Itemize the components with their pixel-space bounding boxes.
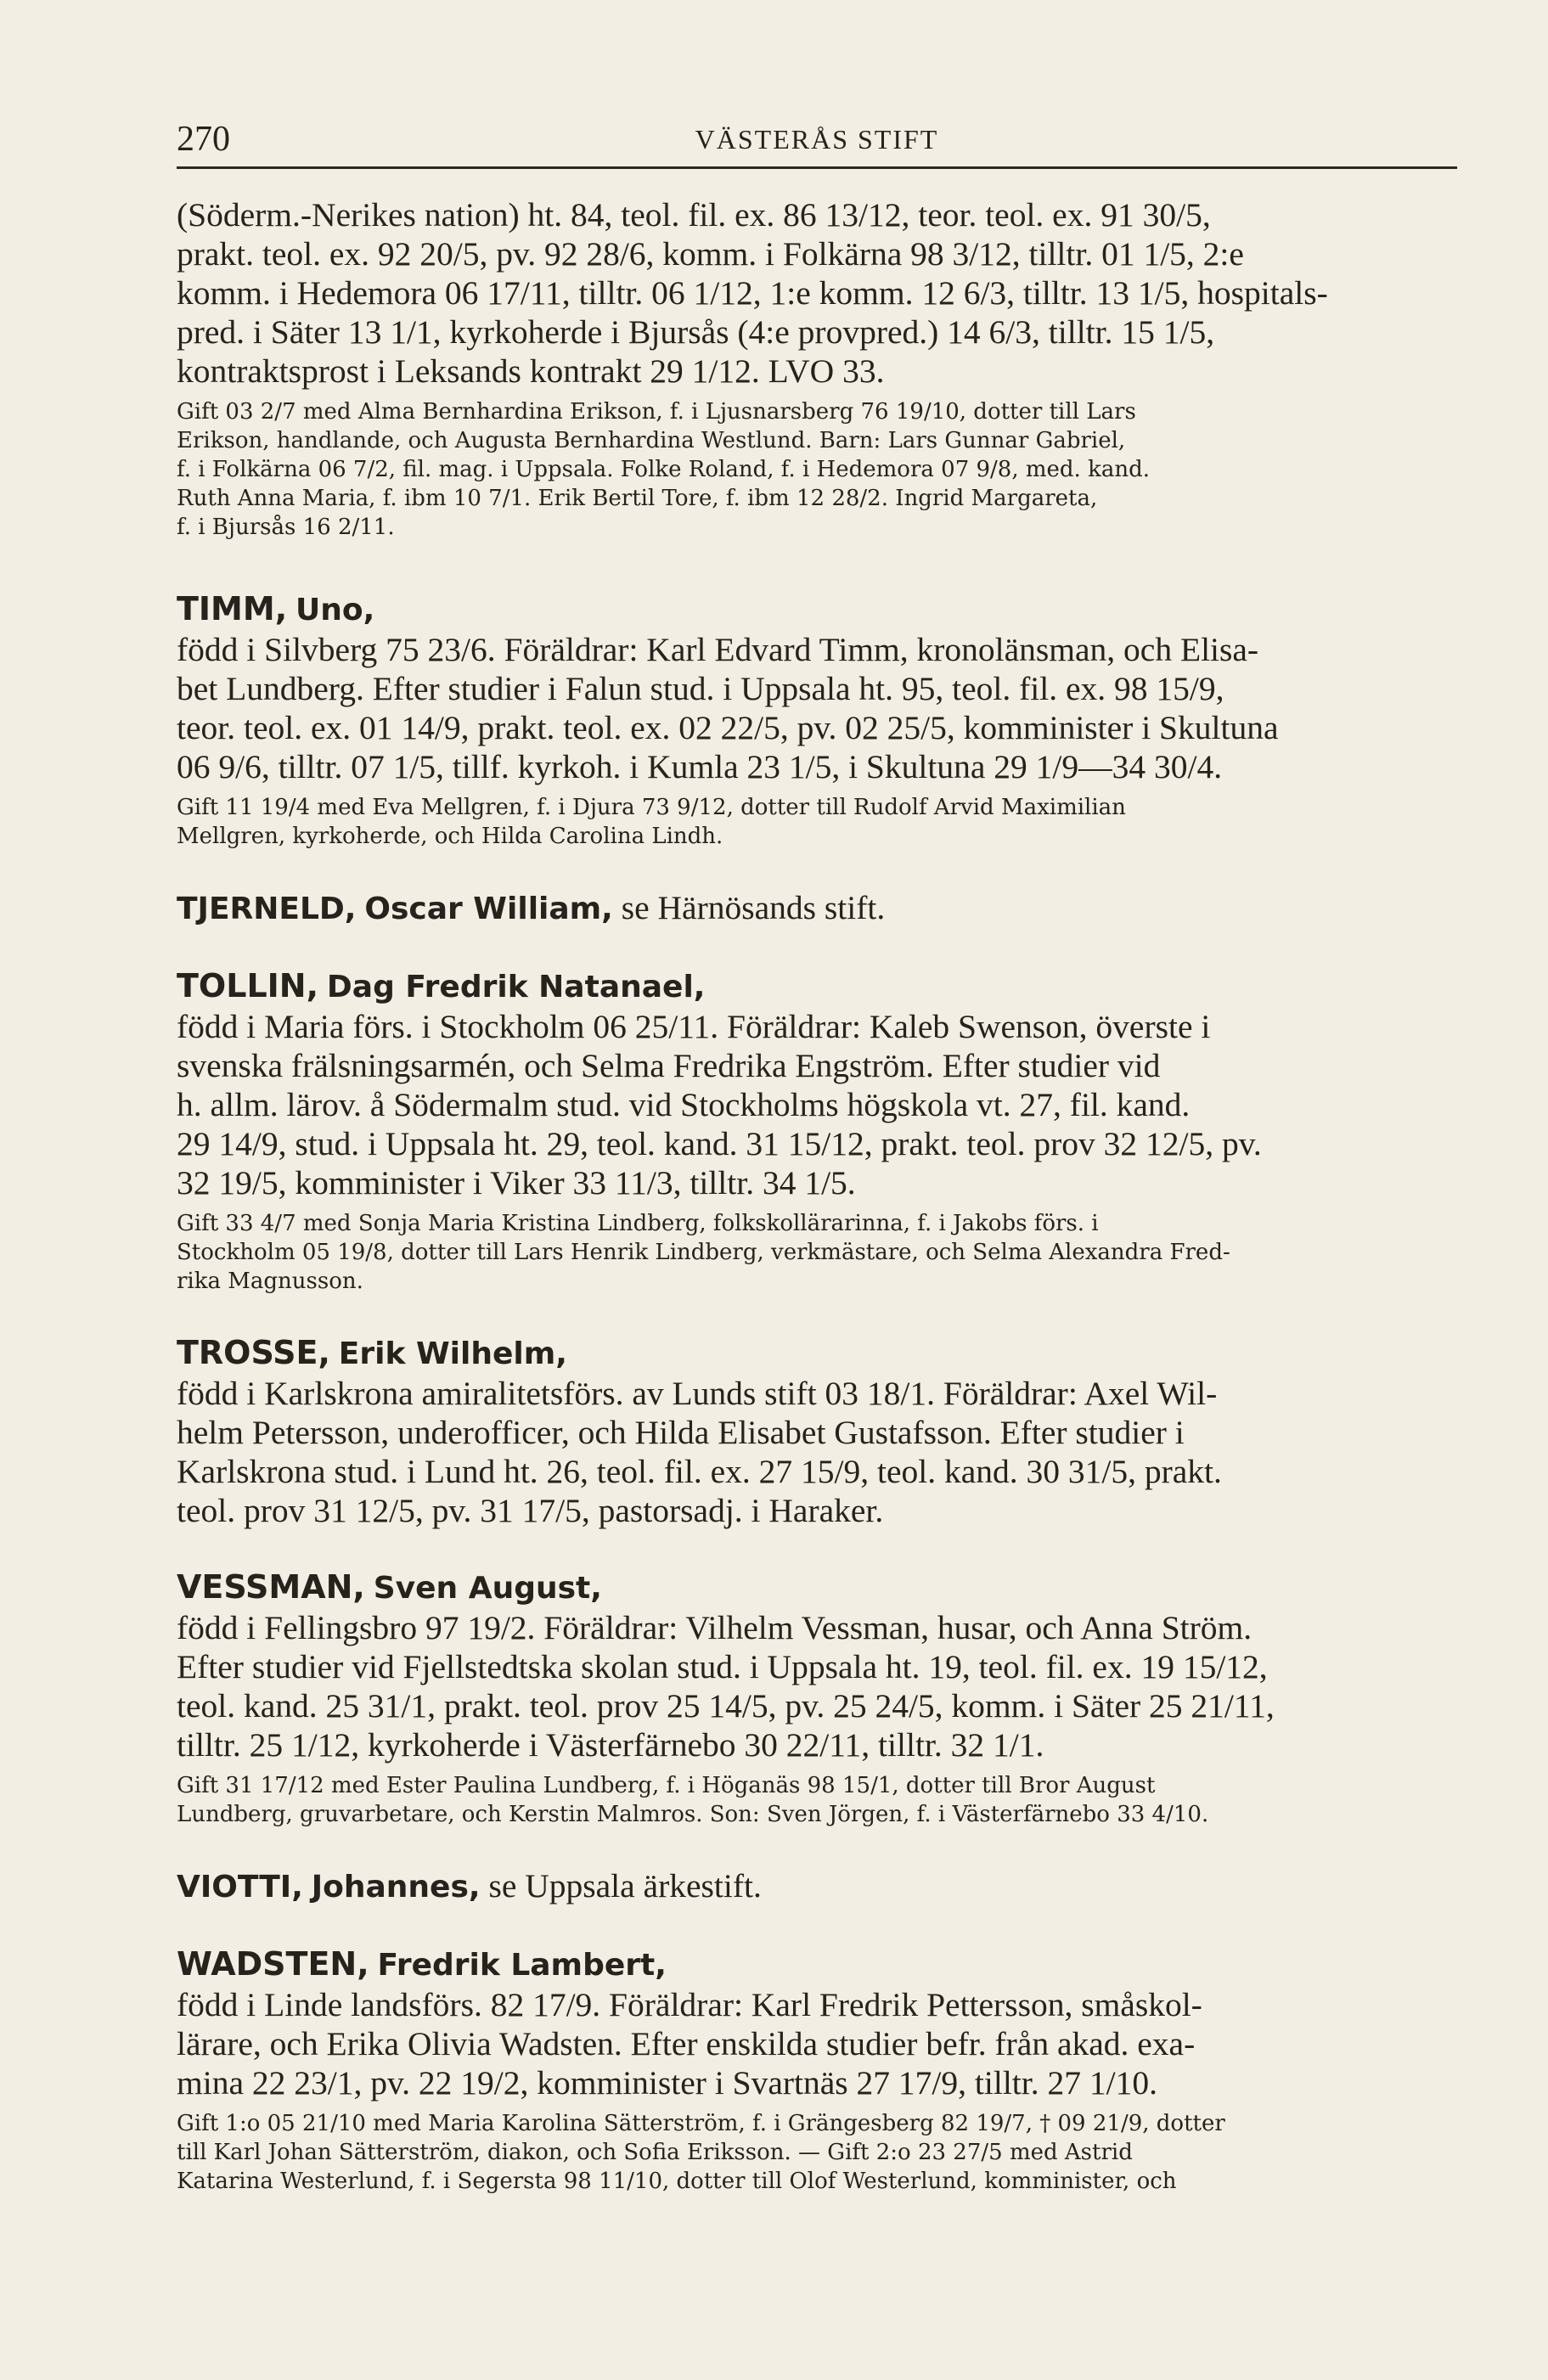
text-line: född i Fellingsbro 97 19/2. Föräldrar: Vilhelm Vessman, husar, och Anna Ström. [177, 1609, 1252, 1646]
entry-surname: VESSMAN, [177, 1568, 365, 1606]
text-line: prakt. teol. ex. 92 20/5, pv. 92 28/6, komm. i Folkärna 98 3/12, tilltr. 01 1/5, 2:e [177, 235, 1244, 273]
entry-viotti [177, 1866, 1457, 1907]
entry-given-names: Johannes, [311, 1870, 481, 1905]
gift-line: till Karl Johan Sätterström, diakon, och Sofia Eriksson. — Gift 2:o 23 27/5 med Astrid [177, 2140, 1133, 2165]
entry-surname: VIOTTI, [177, 1870, 303, 1905]
gift-line: Gift 1:o 05 21/10 med Maria Karolina Sätterström, f. i Grängesberg 82 19/7, † 09 21/9, dotter [177, 2111, 1225, 2136]
text-line: helm Petersson, underofficer, och Hilda Elisabet Gustafsson. Efter studier i [177, 1414, 1185, 1451]
gift-line: Erikson, handlande, och Augusta Bernhardina Westlund. Barn: Lars Gunnar Gabriel, [177, 428, 1126, 453]
gift-line: f. i Folkärna 06 7/2, fil. mag. i Uppsala. Folke Roland, f. i Hedemora 07 9/8, med. kand. [177, 457, 1150, 482]
text-line: teor. teol. ex. 01 14/9, prakt. teol. ex. 02 22/5, pv. 02 25/5, komminister i Skultuna [177, 709, 1279, 746]
entry-wadsten [177, 1944, 1457, 2196]
text-line: lärare, och Erika Olivia Wadsten. Efter enskilda studier befr. från akad. exa- [177, 2025, 1196, 2062]
text-line: född i Karlskrona amiralitetsförs. av Lunds stift 03 18/1. Föräldrar: Axel Wil- [177, 1375, 1218, 1412]
page-number: 270 [177, 120, 230, 159]
gift-line: Gift 11 19/4 med Eva Mellgren, f. i Djura 73 9/12, dotter till Rudolf Arvid Maximilian [177, 795, 1126, 820]
entry-tjerneld [177, 888, 1457, 929]
entry-tollin [177, 966, 1457, 1296]
text-line: född i Linde landsförs. 82 17/9. Föräldrar: Karl Fredrik Pettersson, småskol- [177, 1986, 1202, 2023]
entry-heading [177, 1333, 1457, 1374]
text-line: komm. i Hedemora 06 17/11, tilltr. 06 1/12, 1:e komm. 12 6/3, tilltr. 13 1/5, hospitals- [177, 274, 1328, 312]
cross-reference [177, 888, 1457, 929]
entry-surname: TOLLIN, [177, 967, 319, 1004]
text-line: mina 22 23/1, pv. 22 19/2, komminister i Svartnäs 27 17/9, tilltr. 27 1/10. [177, 2064, 1157, 2101]
entry-trosse [177, 1333, 1457, 1530]
entry-heading [177, 589, 1457, 630]
gift-line: Gift 31 17/12 med Ester Paulina Lundberg, f. i Höganäs 98 15/1, dotter till Bror August [177, 1773, 1156, 1798]
text-line: Karlskrona stud. i Lund ht. 26, teol. fil. ex. 27 15/9, teol. kand. 30 31/5, prakt. [177, 1453, 1222, 1490]
gift-line: Gift 03 2/7 med Alma Bernhardina Erikson, f. i Ljusnarsberg 76 19/10, dotter till Lars [177, 399, 1136, 425]
gift-line: rika Magnusson. [177, 1269, 363, 1294]
cross-reference-text: se Härnösands stift. [621, 889, 886, 926]
cross-reference [177, 1866, 1457, 1907]
text-line: svenska frälsningsarmén, och Selma Fredrika Engström. Efter studier vid [177, 1047, 1161, 1084]
entry-given-names: Oscar William, [364, 892, 613, 926]
entry-surname: TIMM, [177, 590, 288, 627]
entry-given-names: Dag Fredrik Natanael, [326, 970, 706, 1004]
text-line: teol. kand. 25 31/1, prakt. teol. prov 25 14/5, pv. 25 24/5, komm. i Säter 25 21/11, [177, 1687, 1275, 1725]
entry-surname: TROSSE, [177, 1334, 330, 1371]
entry-given-names: Uno, [296, 593, 375, 627]
gift-line: f. i Bjursås 16 2/11. [177, 515, 395, 540]
text-line: född i Silvberg 75 23/6. Föräldrar: Karl Edvard Timm, kronolänsman, och Elisa- [177, 631, 1259, 668]
text-line: 29 14/9, stud. i Uppsala ht. 29, teol. kand. 31 15/12, prakt. teol. prov 32 12/5, pv. [177, 1125, 1262, 1162]
text-line: teol. prov 31 12/5, pv. 31 17/5, pastorsadj. i Haraker. [177, 1492, 884, 1529]
entry-given-names: Sven August, [373, 1571, 602, 1606]
gift-line: Ruth Anna Maria, f. ibm 10 7/1. Erik Bertil Tore, f. ibm 12 28/2. Ingrid Margareta, [177, 486, 1098, 511]
text-line: tilltr. 25 1/12, kyrkoherde i Västerfärnebo 30 22/11, tilltr. 32 1/1. [177, 1726, 1044, 1764]
page-content [177, 195, 1457, 2196]
entry-heading [177, 1944, 1457, 1985]
entry-continuation [177, 195, 1457, 542]
entry-given-names: Erik Wilhelm, [338, 1336, 567, 1371]
entry-given-names: Fredrik Lambert, [377, 1948, 667, 1983]
text-line: h. allm. lärov. å Södermalm stud. vid Stockholms högskola vt. 27, fil. kand. [177, 1086, 1191, 1123]
text-line: 32 19/5, komminister i Viker 33 11/3, tilltr. 34 1/5. [177, 1164, 856, 1201]
entry-surname: TJERNELD, [177, 892, 357, 926]
gift-line: Gift 33 4/7 med Sonja Maria Kristina Lindberg, folkskollärarinna, f. i Jakobs förs. i [177, 1211, 1099, 1236]
gift-line: Lundberg, gruvarbetare, och Kerstin Malmros. Son: Sven Jörgen, f. i Västerfärnebo 33 4/10. [177, 1802, 1209, 1827]
text-line: kontraktsprost i Leksands kontrakt 29 1/12. LVO 33. [177, 352, 885, 390]
entry-vessman [177, 1567, 1457, 1829]
gift-line: Stockholm 05 19/8, dotter till Lars Henrik Lindberg, verkmästare, och Selma Alexandra Fred- [177, 1240, 1230, 1265]
text-line: bet Lundberg. Efter studier i Falun stud. i Uppsala ht. 95, teol. fil. ex. 98 15/9, [177, 670, 1224, 707]
text-line: pred. i Säter 13 1/1, kyrkoherde i Bjursås (4:e provpred.) 14 6/3, tilltr. 15 1/5, [177, 313, 1215, 351]
gift-line: Katarina Westerlund, f. i Segersta 98 11/10, dotter till Olof Westerlund, komminister, och [177, 2169, 1177, 2194]
entry-timm [177, 589, 1457, 851]
entry-heading [177, 1567, 1457, 1608]
gift-line: Mellgren, kyrkoherde, och Hilda Carolina Lindh. [177, 824, 723, 849]
running-title: VÄSTERÅS STIFT [695, 124, 939, 155]
text-line: Efter studier vid Fjellstedtska skolan stud. i Uppsala ht. 19, teol. fil. ex. 19 15/12, [177, 1648, 1268, 1685]
cross-reference-text: se Uppsala ärkestift. [488, 1867, 762, 1905]
entry-heading [177, 966, 1457, 1007]
text-line: född i Maria förs. i Stockholm 06 25/11. Föräldrar: Kaleb Swenson, överste i [177, 1008, 1211, 1045]
entry-surname: WADSTEN, [177, 1945, 369, 1983]
text-line: (Söderm.-Nerikes nation) ht. 84, teol. fil. ex. 86 13/12, teor. teol. ex. 91 30/5, [177, 196, 1211, 233]
text-line: 06 9/6, tilltr. 07 1/5, tillf. kyrkoh. i Kumla 23 1/5, i Skultuna 29 1/9—34 30/4. [177, 748, 1223, 785]
page-header [177, 115, 1457, 169]
